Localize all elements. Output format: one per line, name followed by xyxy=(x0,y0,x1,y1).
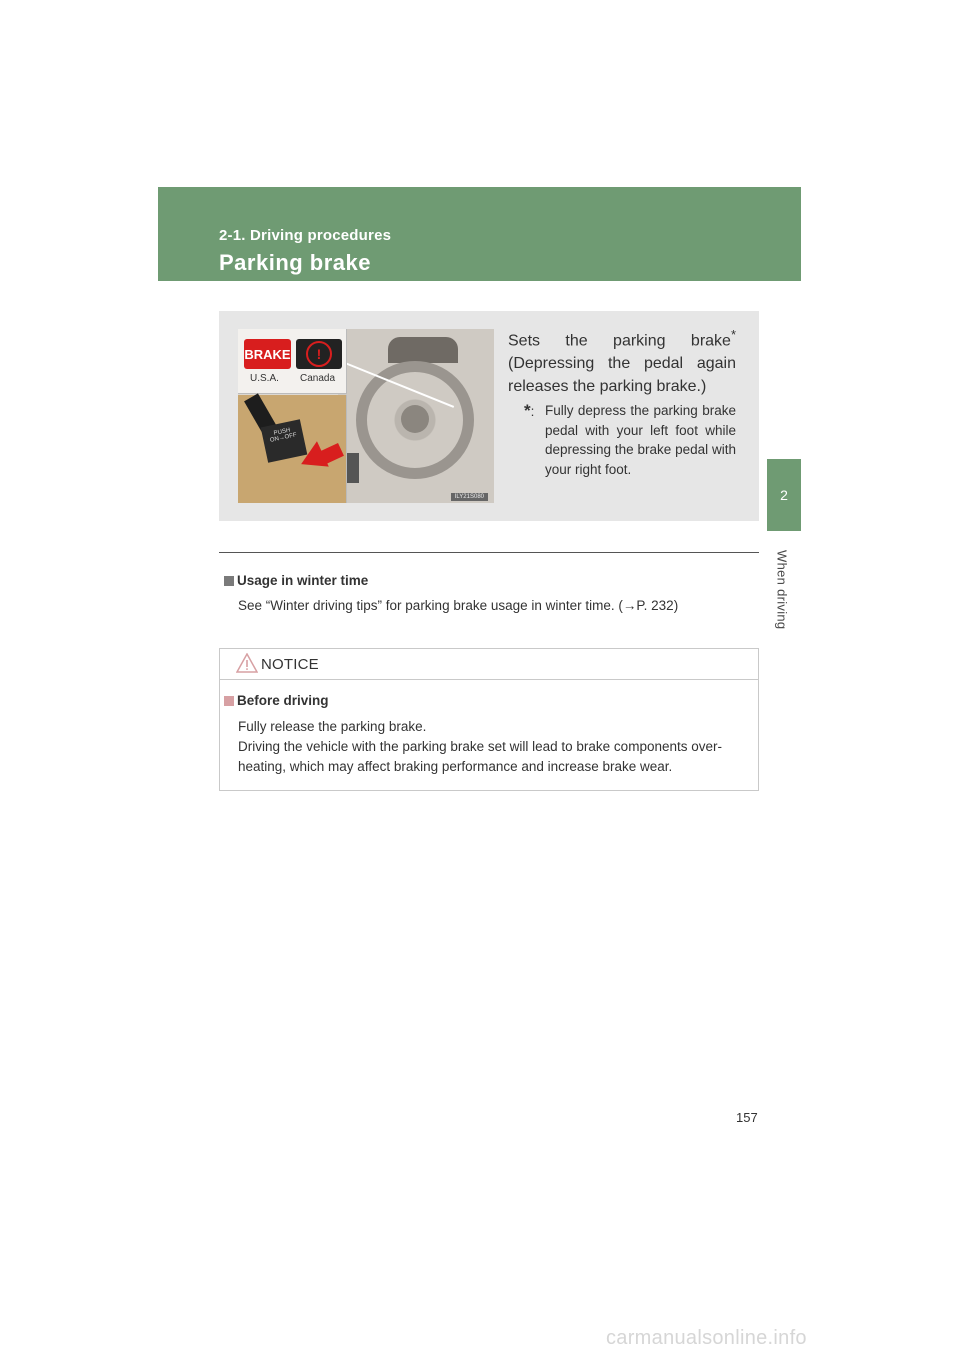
footnote-colon: : xyxy=(530,404,535,419)
brake-warning-light-canada-icon xyxy=(296,339,342,369)
description-continuation: (Depressing the pedal again releases the parking brake.) xyxy=(508,355,736,396)
footnote-text: Fully depress the parking brake pedal with your left foot while depressing the brake pedal with your right foot. xyxy=(545,403,736,477)
chapter-tab-number[interactable]: 2 xyxy=(767,459,801,531)
exclamation-circle-icon: ! xyxy=(306,341,332,367)
parking-brake-description xyxy=(508,323,736,398)
parking-brake-pedal: PUSH ON→OFF xyxy=(261,419,308,463)
illustration-code: ILY21S080 xyxy=(451,493,488,501)
asterisk-marker: * xyxy=(730,327,736,342)
brake-warning-light-icon: BRAKE xyxy=(244,339,291,369)
notice-title: NOTICE xyxy=(261,656,319,673)
square-bullet-icon xyxy=(224,576,234,586)
parking-pedal-inset xyxy=(238,395,347,503)
warning-triangle-icon xyxy=(236,653,258,673)
notice-subheading xyxy=(224,693,329,708)
watermark: carmanualsonline.info xyxy=(606,1327,807,1349)
pedal-drawing xyxy=(345,453,359,483)
winter-text[interactable]: See “Winter driving tips” for parking brake usage in winter time. (→P. 232) xyxy=(238,598,679,613)
section-label: 2-1. Driving procedures xyxy=(219,227,392,244)
square-bullet-icon xyxy=(224,696,234,706)
footnote-asterisk: * xyxy=(524,401,531,420)
label-canada: Canada xyxy=(300,373,336,384)
page-number: 157 xyxy=(736,1110,758,1125)
description-main: Sets the parking brake xyxy=(508,332,731,350)
steering-hub-drawing xyxy=(401,405,429,433)
footnote xyxy=(524,401,736,479)
notice-header xyxy=(220,649,758,680)
warning-lights-inset xyxy=(238,329,347,394)
winter-heading xyxy=(224,573,368,588)
notice-subheading-text: Before driving xyxy=(237,693,329,708)
page-title: Parking brake xyxy=(219,250,372,275)
chapter-tab-label xyxy=(763,535,801,645)
winter-heading-text: Usage in winter time xyxy=(237,573,369,588)
chapter-tab-label-text: When driving xyxy=(774,550,790,630)
instrument-cluster-drawing xyxy=(388,337,458,363)
notice-line-1: Fully release the parking brake. xyxy=(238,719,427,734)
notice-line-2: Driving the vehicle with the parking brake set will lead to brake components over-heating, which may affect braking performance and increase brake wear. xyxy=(238,739,722,774)
notice-body xyxy=(238,717,756,777)
label-usa: U.S.A. xyxy=(250,373,279,384)
parking-brake-illustration xyxy=(238,329,494,503)
divider xyxy=(219,552,759,553)
footnote-marker xyxy=(524,401,534,422)
notice-box xyxy=(219,648,759,791)
